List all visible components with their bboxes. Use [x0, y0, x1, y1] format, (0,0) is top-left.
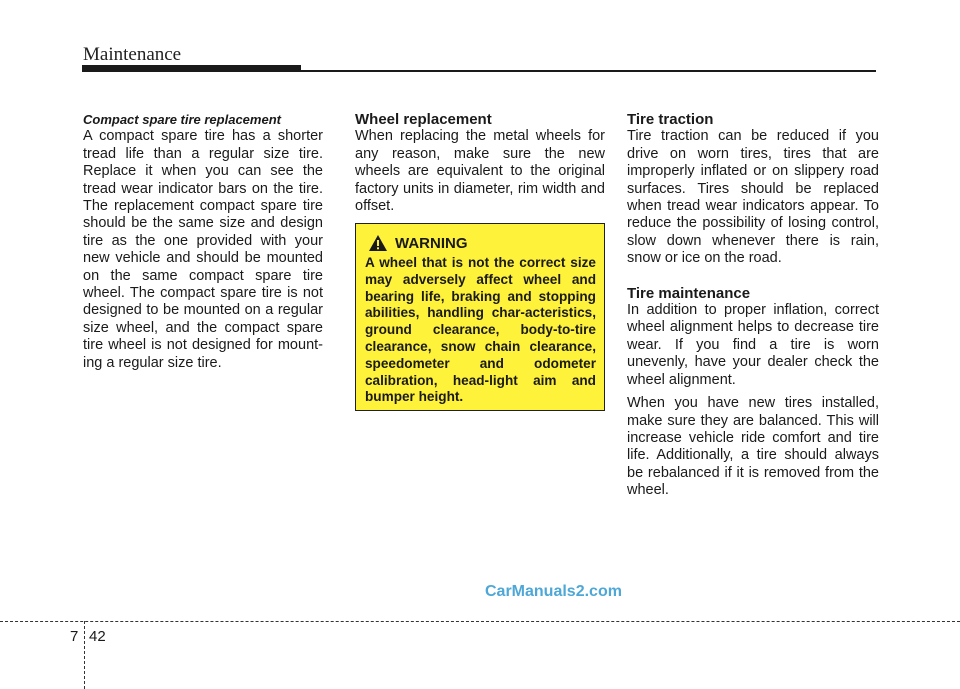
- column-3: [627, 111, 879, 500]
- wheel-replacement-heading: Wheel replacement: [355, 111, 492, 128]
- header-rule-thick: [82, 65, 301, 72]
- warning-text: A wheel that is not the correct size may adversely affect wheel and bearing life, braking and stopping abilities, handling char-acteristics, ground clearance, body-to-tire clearance, snow chain clearance, speedometer and odometer calibration, head-light aim and bumper height.: [365, 255, 596, 405]
- footer-vertical-divider: [84, 621, 85, 689]
- wheel-replacement-paragraph: When replacing the metal wheels for any reason, make sure the new wheels are equivalent to the original factory units in diameter, rim width and offset.: [355, 128, 605, 215]
- warning-title: WARNING: [395, 234, 468, 252]
- tire-maintenance-paragraph-1: In addition to proper inflation, correct wheel alignment helps to decrease tire wear. If you find a tire is worn unevenly, have your dealer check the wheel alignment.: [627, 302, 879, 388]
- watermark-link[interactable]: CarManuals2.com: [485, 583, 622, 600]
- tire-traction-heading: Tire traction: [627, 111, 714, 128]
- column-2: [355, 111, 605, 215]
- compact-spare-subheading: Compact spare tire replacement: [83, 112, 281, 127]
- page-number: 42: [89, 628, 106, 645]
- tire-maintenance-heading: Tire maintenance: [627, 284, 751, 302]
- tire-traction-paragraph: Tire traction can be reduced if you drive on worn tires, tires that are improperly inflated or on slippery road surfaces. Tires should be replaced when tread wear indicators appear. To reduce the possibility of losing control, slow down whenever there is rain, snow or ice on the road.: [627, 128, 879, 267]
- column-1: [83, 111, 323, 372]
- compact-spare-paragraph: A compact spare tire has a shorter tread life than a regular size tire. Replace it when you can see the tread wear indicator bars on the tire. The replacement compact spare tire should be the same size and design tire as the one provided with your new vehicle and should be mounted on the same compact spare tire wheel. The compact spare tire is not designed to be mounted on a regular size wheel, and the compact spare tire wheel is not designed for mount-ing a regular size tire.: [83, 128, 323, 371]
- footer-divider: [0, 621, 960, 622]
- warning-triangle-icon: [368, 234, 388, 252]
- header-rule-thin: [301, 70, 876, 72]
- warning-header: [368, 234, 596, 252]
- page-header-title: Maintenance: [83, 44, 182, 65]
- warning-box: [355, 223, 605, 411]
- tire-maintenance-paragraph-2: When you have new tires installed, make sure they are balanced. This will increase vehicle ride comfort and tire life. Additionally, a tire should always be rebalanced if it is removed from the wheel.: [627, 395, 879, 499]
- chapter-number: 7: [70, 628, 79, 645]
